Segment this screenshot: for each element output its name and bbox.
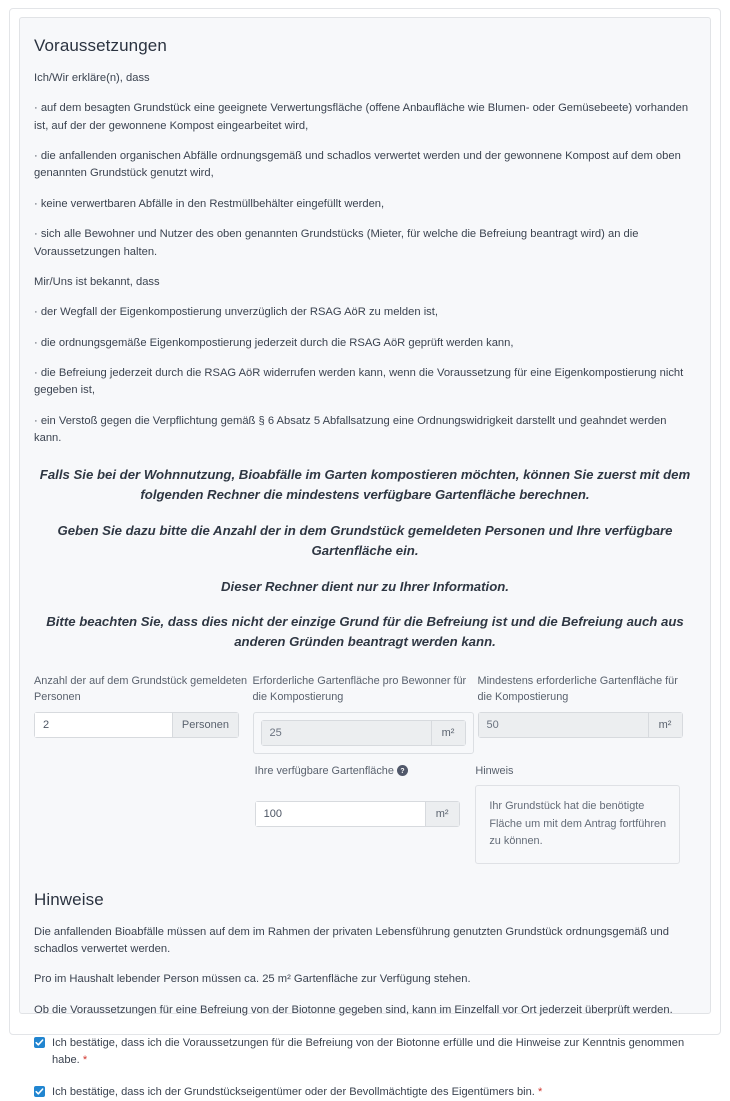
hinweise-paragraph: Ob die Voraussetzungen für eine Befreiung von der Biotonne gegeben sind, kann im Einzelfall vor Ort jederzeit überprüft werden. (34, 1003, 673, 1016)
checkbox-confirm-conditions[interactable] (34, 1037, 45, 1048)
acknowledgement-bullet: · ein Verstoß gegen die Verpflichtung gemäß § 6 Absatz 5 Abfallsatzung eine Ordnungswidrigkeit darstellt und geahndet werden kann. (34, 414, 667, 445)
calculator-row-2 (34, 764, 696, 864)
outer-container (9, 8, 721, 1098)
field-label-available-area-text: Ihre verfügbare Gartenfläche (254, 764, 394, 777)
field-label-area-per-person: Erforderliche Gartenfläche pro Bewonner für die Kompostierung (252, 674, 467, 703)
area-per-person-focus-ring (253, 712, 474, 754)
hinweise-section (34, 890, 696, 1101)
svg-text:?: ? (400, 767, 405, 775)
calculator-intro-line: Bitte beachten Sie, dass dies nicht der einzige Grund für die Befreiung ist und die Befreiung auch aus anderen Gründen beantragt werden kann. (46, 614, 684, 650)
required-marker: * (82, 1054, 88, 1067)
result-hinweis-box: Ihr Grundstück hat die benötigte Fläche um mit dem Antrag fortführen zu können. (475, 785, 680, 863)
garden-area-calculator (34, 674, 696, 864)
min-area-input-suffix: m² (648, 713, 682, 737)
field-label-min-area: Mindestens erforderliche Gartenfläche für die Kompostierung (477, 674, 678, 703)
area-per-person-input-suffix: m² (431, 721, 465, 745)
field-label-result-hinweis: Hinweis (475, 764, 514, 777)
persons-input-group[interactable] (34, 712, 239, 738)
hinweise-paragraph: Pro im Haushalt lebender Person müssen ca. 25 m² Gartenfläche zur Verfügung stehen. (34, 973, 471, 986)
condition-bullet: · auf dem besagten Grundstück eine geeignete Verwertungsfläche (offene Anbaufläche wie Blumen- oder Gemüsebeete) vorhanden ist, auf der der gewonnene Kompost eingearbeitet wird, (34, 102, 689, 132)
declaration-intro: Ich/Wir erkläre(n), dass (34, 72, 150, 84)
field-min-area (478, 674, 693, 738)
acknowledgement-intro: Mir/Uns ist bekannt, dass (34, 275, 160, 288)
checkbox-label-confirm-conditions (52, 1035, 696, 1069)
field-persons (34, 674, 249, 738)
calculator-intro-line: Falls Sie bei der Wohnnutzung, Bioabfälle im Garten kompostieren möchten, können Sie zuerst mit dem folgenden Rechner die mindestens verfügbare Gartenfläche berechnen. (39, 467, 691, 503)
form-panel (19, 17, 711, 1098)
checkbox-label-text-1: Ich bestätige, dass ich die Voraussetzungen für die Befreiung von der Biotonne erfülle und die Hinweise zur Kenntnis genommen habe. (52, 1037, 685, 1067)
field-result-hinweis (475, 764, 692, 864)
condition-bullet: · sich alle Bewohner und Nutzer des oben genannten Grundstücks (Mieter, für welche die Befreiung beantragt wird) an die Voraussetzungen halten. (34, 228, 639, 258)
min-area-input[interactable] (479, 713, 648, 737)
checkbox-label-text-2: Ich bestätige, dass ich der Grundstückseigentümer oder der Bevollmächtigte des Eigentümers bin. (52, 1085, 535, 1098)
area-per-person-input-group[interactable] (261, 720, 466, 746)
condition-bullet: · keine verwertbaren Abfälle in den Restmüllbehälter eingefüllt werden, (34, 197, 385, 210)
area-per-person-input[interactable] (262, 721, 431, 745)
page-title: Voraussetzungen (34, 36, 167, 55)
confirmation-checkbox-row-2[interactable] (34, 1084, 696, 1101)
min-area-input-group[interactable] (478, 712, 683, 738)
persons-input-suffix: Personen (172, 713, 238, 737)
required-marker: * (537, 1085, 543, 1098)
acknowledgement-bullet: · die ordnungsgemäße Eigenkompostierung jederzeit durch die RSAG AöR geprüft werden kann, (34, 336, 514, 349)
field-area-per-person (253, 674, 474, 754)
calculator-intro (34, 465, 696, 652)
calculator-intro-line: Geben Sie dazu bitte die Anzahl der in dem Grundstück gemeldeten Personen und Ihre verfügbare Gartenfläche ein. (57, 522, 673, 558)
field-label-persons: Anzahl der auf dem Grundstück gemeldeten Personen (34, 674, 248, 703)
acknowledgement-bullet: · der Wegfall der Eigenkompostierung unverzüglich der RSAG AöR zu melden ist, (34, 306, 438, 319)
persons-input[interactable] (35, 713, 172, 737)
checkbox-label-confirm-owner (52, 1084, 542, 1101)
available-area-input-group[interactable] (255, 801, 460, 827)
calculator-row-1 (34, 674, 696, 754)
hinweise-title: Hinweise (34, 889, 104, 909)
condition-bullet: · die anfallenden organischen Abfälle ordnungsgemäß und schadlos verwertet werden und der gewonnene Kompost auf dem oben genannten Grundstück genutzt wird, (34, 150, 681, 180)
available-area-input-suffix: m² (425, 802, 459, 826)
hinweise-paragraph: Die anfallenden Bioabfälle müssen auf dem im Rahmen der privaten Lebensführung genutzten Grundstück ordnungsgemäß und schadlos verwertet werden. (34, 925, 669, 956)
confirmation-checkbox-row-1[interactable] (34, 1035, 696, 1069)
checkbox-confirm-owner[interactable] (34, 1086, 45, 1097)
help-circle-icon[interactable] (397, 765, 408, 776)
field-label-available-area (255, 764, 472, 795)
field-available-area (255, 764, 472, 827)
available-area-input[interactable] (256, 802, 425, 826)
acknowledgement-bullet: · die Befreiung jederzeit durch die RSAG AöR widerrufen werden kann, wenn die Voraussetzung für eine Eigenkompostierung nicht gegeben ist, (34, 366, 684, 397)
calculator-intro-line: Dieser Rechner dient nur zu Ihrer Information. (221, 578, 509, 594)
